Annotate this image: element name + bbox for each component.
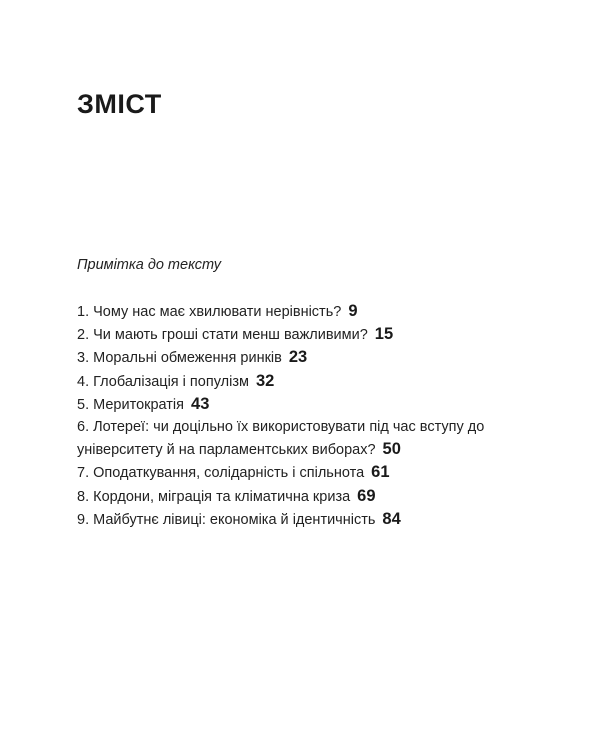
toc-page-number: 69 — [357, 486, 376, 505]
toc-entry-3[interactable] — [77, 346, 567, 369]
toc-entry-5[interactable] — [77, 393, 567, 416]
toc-entry-4[interactable] — [77, 370, 567, 393]
toc-entry-6[interactable] — [77, 416, 567, 461]
toc-page-number: 15 — [374, 325, 394, 344]
table-of-contents — [77, 300, 567, 531]
toc-entry-title: 6. Лотереї: чи доцільно їх використовувати під час вступу до університету й на парламентських виборах? — [77, 419, 485, 459]
toc-page-number: 23 — [288, 348, 308, 367]
toc-entry-title: 4. Глобалізація і популізм — [77, 373, 249, 390]
toc-page-number: 61 — [371, 463, 390, 482]
toc-entry-title: 8. Кордони, міграція та кліматична криза — [77, 488, 351, 505]
toc-page-number: 84 — [382, 509, 401, 528]
toc-entry-title: 9. Майбутнє лівиці: економіка й ідентичність — [77, 511, 376, 528]
toc-note-link[interactable]: Примітка до тексту — [77, 257, 222, 273]
toc-entry-1[interactable] — [77, 300, 567, 323]
toc-entry-title: 7. Оподаткування, солідарність і спільнота — [77, 465, 365, 482]
toc-page-number: 9 — [348, 302, 358, 320]
page-title: ЗМІСТ — [77, 89, 162, 119]
toc-page-number: 32 — [255, 371, 275, 390]
toc-entry-title: 3. Моральні обмеження ринків — [77, 350, 282, 367]
toc-page-number: 50 — [382, 440, 401, 459]
toc-entry-8[interactable] — [77, 485, 567, 508]
toc-page-number: 43 — [191, 394, 210, 413]
toc-entry-title: 5. Меритократія — [77, 396, 185, 413]
toc-entry-title: 2. Чи мають гроші стати менш важливими? — [77, 327, 368, 344]
toc-entry-7[interactable] — [77, 461, 567, 484]
toc-entry-2[interactable] — [77, 323, 567, 346]
toc-entry-9[interactable] — [77, 508, 567, 531]
toc-entry-title: 1. Чому нас має хвилювати нерівність? — [77, 304, 342, 320]
